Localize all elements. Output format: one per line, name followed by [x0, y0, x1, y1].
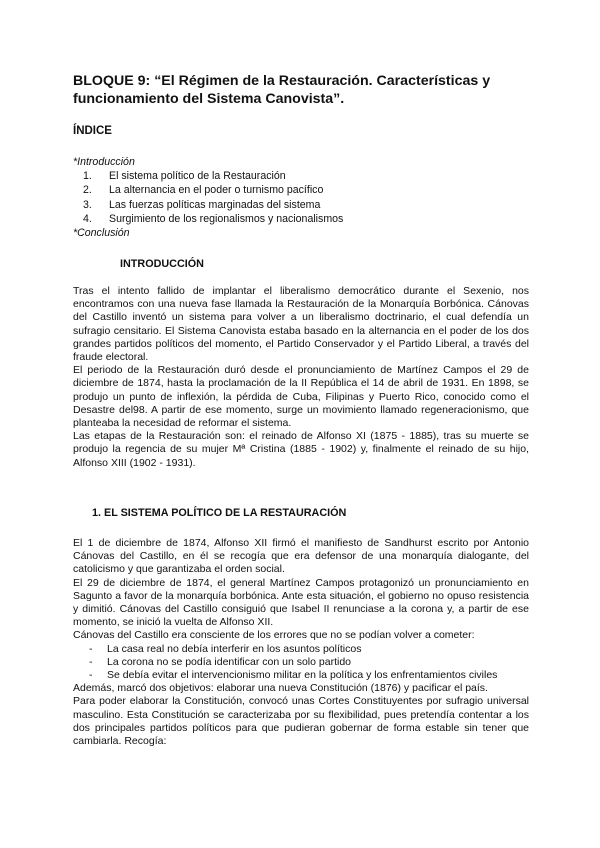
- index-item: 1. El sistema político de la Restauración: [83, 170, 286, 183]
- paragraph: El 1 de diciembre de 1874, Alfonso XII firmó el manifiesto de Sandhurst escrito por Antonio Cánovas del Castillo, en él se recogía que era defensor de una monarquía dialogante, del catolicismo y que garantizaba el orden social.: [73, 537, 529, 576]
- paragraph: Tras el intento fallido de implantar el liberalismo democrático durante el Sexenio, nos encontramos con una nueva fase llamada la Restauración de la Monarquía Borbónica. Cánovas del Castillo inventó un sistema para volver a un liberalismo doctrinario, el cual defendía un sufragio censitario. El Sistema Canovista estaba basado en la alternancia en el poder de los dos grandes partidos políticos del momento, el Partido Conservador y el Partido Liberal, a través del fraude electoral.: [73, 285, 529, 364]
- paragraph: El 29 de diciembre de 1874, el general Martínez Campos protagonizó un pronunciamiento en Sagunto a favor de la monarquía borbónica. Ante esta situación, el gobierno no opuso resistencia y dimitió. Cánovas del Castillo consiguió que Isabel II renunciase a la corona y, a partir de ese momento, se inició la vuelta de Alfonso XII.: [73, 576, 529, 629]
- index-item: 2. La alternancia en el poder o turnismo pacífico: [83, 184, 324, 197]
- index-items: [73, 169, 343, 226]
- dash-item: - Se debía evitar el intervencionismo militar en la política y los enfrentamientos civiles: [89, 669, 498, 682]
- paragraph: Las etapas de la Restauración son: el reinado de Alfonso XI (1875 - 1885), tras su muerte se produjo la regencia de su mujer Mª Cristina (1885 - 1902) y, finalmente el reinado de su hijo, Alfonso XIII (1902 - 1931).: [73, 430, 529, 469]
- dash-item: - La casa real no debía interferir en los asuntos políticos: [89, 642, 362, 655]
- index-item: 4. Surgimiento de los regionalismos y nacionalismos: [83, 212, 344, 225]
- paragraph: Para poder elaborar la Constitución, convocó unas Cortes Constituyentes por sufragio universal masculino. Esta Constitución se caracterizaba por su flexibilidad, pues pretendía contentar a los dos principales partidos políticos para que pudieran gobernar de forma estable sin tener que cambiarla. Recogía:: [73, 695, 529, 748]
- index-heading: ÍNDICE: [73, 125, 112, 137]
- introduction-body: [73, 285, 529, 470]
- dash-item: - La corona no se podía identificar con un solo partido: [89, 655, 351, 668]
- section-body: [73, 537, 529, 748]
- paragraph: El periodo de la Restauración duró desde el pronunciamiento de Martínez Campos el 29 de diciembre de 1874, hasta la proclamación de la II República el 14 de abril de 1931. En 1898, se produjo un punto de inflexión, la pérdida de Cuba, Filipinas y Puerto Rico, conocido como el Desastre del98. A partir de ese momento, surge un movimiento llamado regeneracionismo, que planteaba la necesidad de reformar el sistema.: [73, 364, 529, 430]
- index-item: 3. Las fuerzas políticas marginadas del sistema: [83, 198, 321, 211]
- introduction-heading: INTRODUCCIÓN: [120, 258, 204, 270]
- index-list: [73, 155, 343, 240]
- document-title: BLOQUE 9: “El Régimen de la Restauración. Características y funcionamiento del Sistema Canovista”.: [73, 73, 491, 107]
- section-heading: 1. EL SISTEMA POLÍTICO DE LA RESTAURACIÓN: [92, 507, 347, 519]
- paragraph: Cánovas del Castillo era consciente de los errores que no se podían volver a cometer:: [73, 629, 475, 642]
- paragraph: Además, marcó dos objetivos: elaborar una nueva Constitución (1876) y pacificar el país.: [73, 682, 488, 695]
- index-conclusion: *Conclusión: [73, 227, 130, 240]
- index-intro: *Introducción: [73, 156, 135, 168]
